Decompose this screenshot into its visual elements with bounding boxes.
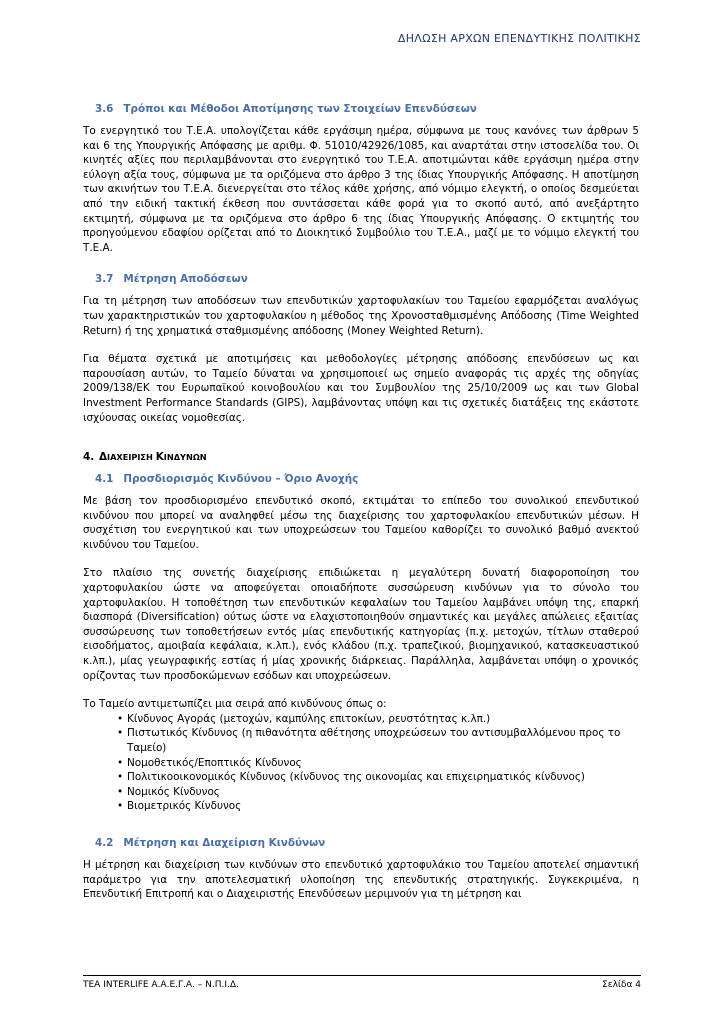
bullet-icon: • [117,712,124,725]
section-title: Τρόποι και Μέθοδοι Αποτίμησης των Στοιχείων Επενδύσεων [123,103,477,115]
section-3-7-heading [95,272,639,286]
bullet-icon: • [117,800,124,813]
section-number: 3.6 [95,103,114,115]
list-item-text: Κίνδυνος Αγοράς (μετοχών, καμπύλης επιτοκίων, ρευστότητας κ.λπ.) [127,712,491,725]
section-number: 4.1 [95,473,114,486]
list-item-text: Πιστωτικός Κίνδυνος (η πιθανότητα αθέτησης υποχρεώσεων του αντισυμβαλλόμενου προς το Ταμείο) [127,727,621,754]
list-item [83,799,639,814]
bullet-icon: • [117,785,124,798]
section-3-6-heading [95,102,639,116]
chapter-4-heading [83,450,639,464]
page-number: Σελίδα 4 [602,980,641,990]
risk-list [83,712,639,814]
chapter-title-part: Κ [155,451,164,464]
section-title: Προσδιορισμός Κινδύνου – Όριο Ανοχής [123,473,359,486]
list-item [83,756,639,771]
section-4-1-paragraph-3: Το Ταμείο αντιμετωπίζει μια σειρά από κινδύνους όπως ο: [83,698,387,711]
section-number: 4.2 [95,836,114,849]
section-4-1-paragraph-1: Με βάση τον προσδιορισμένο επενδυτικό σκοπό, εκτιμάται το επίπεδο του συνολικού επενδυτικού κινδύνου που μπορεί να αναληφθεί μέσω της διαχείρισης του χαρτοφυλακίου επενδυτικών μέσων. Η συσχέτιση του ενεργητικού και των υποχρεώσεων του Ταμείου καθορίζει το συνολικό βαθμό ανεκτού κινδύνου του Ταμείου. [83,495,639,551]
section-title: Μέτρηση Αποδόσεων [123,273,248,286]
list-item [83,712,639,727]
section-4-1-paragraph-2: Στο πλαίσιο της συνετής διαχείρισης επιδιώκεται η μεγαλύτερη δυνατή διαφοροποίηση του χαρτοφυλακίου ώστε να αποφεύγεται οποιαδήποτε συσσώρευση κινδύνων για το σύνολο του χαρτοφυλακίου. Η τοποθέτηση των επενδυτικών κεφαλαίων του Ταμείου λαμβάνει υπόψη της, επαρκή διασπορά (Diversification) ούτως ώστε να ελαχιστοποιηθούν σημαντικές και μεγάλες απώλειες εξαιτίας συσσώρευσης των τοποθετήσεων εντός μίας επενδυτικής κατηγορίας (π.χ. μετοχών, τίτλων σταθερού εισοδήματος, αμοιβαία κεφάλαια, κ.λπ.), ενός κλάδου (π.χ. τραπεζικού, βιομηχανικού, κατασκευαστικού κ.λπ.), μίας γεωγραφικής εστίας ή μίας χρονικής διάρκειας. Παράλληλα, λαμβάνεται υπόψη ο χρονικός ορίζοντας των προσδοκώμενων εσόδων και υποχρεώσεων. [83,567,639,682]
bullet-icon: • [117,756,124,769]
document-body [83,96,639,902]
chapter-title-part: Δ [99,451,108,464]
page-header-title: ΔΗΛΩΣΗ ΑΡΧΩΝ ΕΠΕΝΔΥΤΙΚΗΣ ΠΟΛΙΤΙΚΗΣ [397,32,641,45]
section-4-2-heading [95,836,639,850]
bullet-icon: • [117,771,124,784]
list-item [83,726,639,755]
footer-organization: ΤΕΑ INTERLIFE Α.Α.Ε.Γ.Α. – Ν.Π.Ι.Δ. [83,980,239,990]
list-item-text: Βιομετρικός Κίνδυνος [127,800,242,813]
list-item [83,785,639,800]
list-item-text: Νομοθετικός/Εποπτικός Κίνδυνος [127,756,302,769]
list-item [83,770,639,785]
section-number: 3.7 [95,273,114,286]
section-3-6-paragraph: Το ενεργητικό του Τ.Ε.Α. υπολογίζεται κάθε εργάσιμη ημέρα, σύμφωνα με τους κανόνες των άρθρων 5 και 6 της Υπουργικής Απόφασης με αριθμ. Φ. 51010/42926/1085, και αναρτάται στην ιστοσελίδα του. Οι κινητές αξίες που περιλαμβάνονται στο ενεργητικό του Τ.Ε.Α. αποτιμώνται κάθε εργάσιμη ημέρα στην εύλογη αξία τους, σύμφωνα με τα οριζόμενα στο άρθρο 3 της ίδιας Υπουργικής Απόφασης. Η αποτίμηση των ακινήτων του Τ.Ε.Α. διενεργείται στο τέλος κάθε χρήσης, από νόμιμο ελεγκτή, ο οποίος δεσμεύεται από την ειδική τακτική έκθεση που συντάσσεται κάθε φορά για το σκοπό αυτό, από ανεξάρτητο εκτιμητή, σύμφωνα με τα οριζόμενα στο άρθρο 6 της ίδιας Υπουργικής Απόφασης. Ο εκτιμητής του προηγούμενου εδαφίου ορίζεται από το Διοικητικό Συμβούλιο του Τ.Ε.Α., μαζί με το νόμιμο ελεγκτή του Τ.Ε.Α. [83,125,639,254]
section-4-1-heading [95,472,639,486]
footer-divider [83,975,641,976]
list-item-text: Πολιτικοοικονομικός Κίνδυνος (κίνδυνος της οικονομίας και επιχειρηματικός κίνδυνος) [127,771,585,784]
section-3-7-paragraph-1: Για τη μέτρηση των αποδόσεων των επενδυτικών χαρτοφυλακίων του Ταμείου εφαρμόζεται αναλόγως των χαρακτηριστικών του χαρτοφυλακίου η μέθοδος της Χρονοσταθμισμένης Απόδοσης (Time Weighted Return) ή της χρηματικά σταθμισμένης απόδοσης (Money Weighted Return). [83,295,639,337]
section-4-2-paragraph: Η μέτρηση και διαχείριση των κινδύνων στο επενδυτικό χαρτοφυλάκιο του Ταμείου αποτελεί σημαντική παράμετρο για την αποτελεσματική υλοποίηση της επενδυτικής στρατηγικής. Συγκεκριμένα, η Επενδυτική Επιτροπή και ο Διαχειριστής Επενδύσεων μεριμνούν για τη μέτρηση και [83,858,639,901]
chapter-title-part: ΙΑΧΕΙΡΙΣΗ [107,452,156,463]
chapter-number: 4. [83,451,95,464]
chapter-title-part: ΙΝΔΥΝΩΝ [163,452,207,463]
section-title: Μέτρηση και Διαχείριση Κινδύνων [123,836,326,849]
section-3-7-paragraph-2: Για θέματα σχετικά με αποτιμήσεις και μεθοδολογίες μέτρησης απόδοσης επενδύσεων ως και παρουσίαση αυτών, το Ταμείο δύναται να χρησιμοποιεί ως σημείο αναφοράς τις αρχές της οδηγίας 2009/138/ΕΚ του Ευρωπαϊκού κοινοβουλίου και του Συμβουλίου της 25/10/2009 ως και των Global Investment Performance Standards (GIPS), λαμβάνοντας υπόψη και τις σχετικές διατάξεις της εκάστοτε ισχύουσας οικείας νομοθεσίας. [83,353,639,424]
list-item-text: Νομικός Κίνδυνος [127,785,220,798]
bullet-icon: • [117,727,124,740]
